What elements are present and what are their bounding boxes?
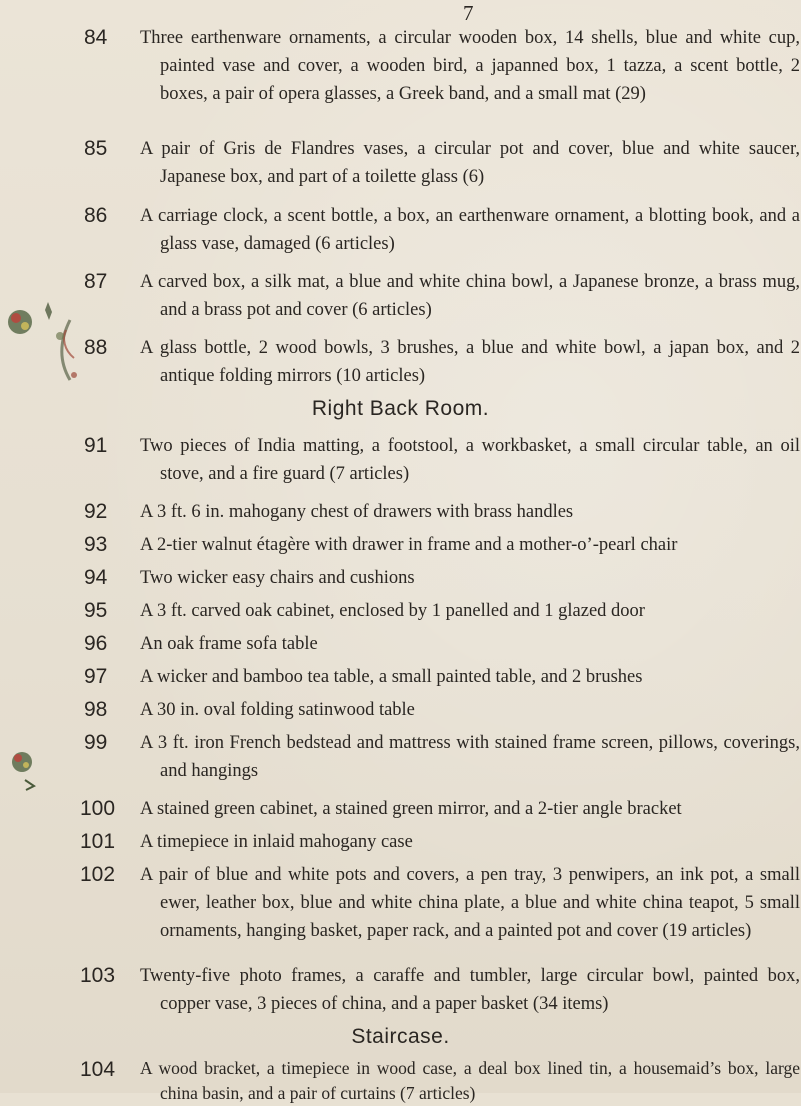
lot-description: Twenty-five photo frames, a caraffe and tumbler, large circular bowl, painted box, copper vase, 3 pieces of china, and a paper basket (34 items) bbox=[140, 966, 800, 1014]
lot-description: A pair of Gris de Flandres vases, a circular pot and cover, blue and white saucer, Japanese box, and part of a toilette glass (6) bbox=[140, 139, 800, 187]
lot-number: 95 bbox=[84, 599, 108, 622]
lot-description: A wicker and bamboo tea table, a small painted table, and 2 brushes bbox=[140, 667, 643, 687]
lot-number: 93 bbox=[84, 533, 108, 556]
lot-number: 86 bbox=[84, 204, 108, 227]
lot-description: A 3 ft. iron French bedstead and mattress with stained frame screen, pillows, coverings, and hangings bbox=[140, 733, 800, 781]
lot-number: 96 bbox=[84, 632, 108, 655]
lot-number: 88 bbox=[84, 336, 108, 359]
lot-description: A carved box, a silk mat, a blue and white china bowl, a Japanese bronze, a brass mug, and a brass pot and cover (6 articles) bbox=[140, 272, 800, 320]
margin-flower-decoration-lower bbox=[0, 740, 80, 820]
lot-description: A timepiece in inlaid mahogany case bbox=[140, 832, 413, 852]
section-heading-right-back-room: Right Back Room. bbox=[311, 397, 490, 420]
page-number: 7 bbox=[463, 1, 474, 25]
margin-flower-decoration bbox=[0, 280, 80, 500]
lot-description: A 3 ft. carved oak cabinet, enclosed by 1 panelled and 1 glazed door bbox=[140, 601, 645, 621]
lot-number: 85 bbox=[84, 137, 108, 160]
lot-number: 102 bbox=[80, 863, 116, 886]
lot-number: 84 bbox=[84, 26, 108, 49]
lot-number: 98 bbox=[84, 698, 108, 721]
lot-number: 104 bbox=[80, 1058, 116, 1081]
lot-description: A stained green cabinet, a stained green mirror, and a 2-tier angle bracket bbox=[140, 799, 682, 819]
lot-number: 91 bbox=[84, 434, 108, 457]
lot-description: A 3 ft. 6 in. mahogany chest of drawers with brass handles bbox=[140, 502, 574, 522]
lot-description: Three earthenware ornaments, a circular wooden box, 14 shells, blue and white cup, painted vase and cover, a wooden bird, a japanned box, 1 tazza, a scent bottle, 2 boxes, a pair of opera glasses, a Greek band, and a small mat (29) bbox=[140, 28, 800, 104]
section-heading-staircase: Staircase. bbox=[351, 1025, 450, 1048]
lot-description: A carriage clock, a scent bottle, a box, an earthenware ornament, a blotting book, and a glass vase, damaged (6 articles) bbox=[140, 206, 800, 254]
lot-description: A wood bracket, a timepiece in wood case, a deal box lined tin, a housemaid’s box, large china basin, and a pair of curtains (7 articles) bbox=[140, 1058, 800, 1103]
lot-description: Two pieces of India matting, a footstool, a workbasket, a small circular table, an oil stove, and a fire guard (7 articles) bbox=[140, 436, 800, 484]
lot-description: An oak frame sofa table bbox=[140, 634, 318, 654]
lot-description: A glass bottle, 2 wood bowls, 3 brushes, a blue and white bowl, a japan box, and 2 antique folding mirrors (10 articles) bbox=[140, 338, 800, 386]
lot-number: 101 bbox=[80, 830, 116, 853]
lot-number: 99 bbox=[84, 731, 108, 754]
lot-description: Two wicker easy chairs and cushions bbox=[140, 568, 415, 588]
lot-number: 100 bbox=[80, 797, 116, 820]
lot-description: A pair of blue and white pots and covers, a pen tray, 3 penwipers, an ink pot, a small ewer, leather box, blue and white china plate, a blue and white china teapot, 5 small ornaments, hanging basket, paper rack, and a painted pot and cover (19 articles) bbox=[140, 865, 800, 941]
lot-description: A 2-tier walnut étagère with drawer in frame and a mother-o’-pearl chair bbox=[140, 535, 678, 555]
lot-description: A 30 in. oval folding satinwood table bbox=[140, 700, 415, 720]
lot-number: 97 bbox=[84, 665, 108, 688]
lot-number: 87 bbox=[84, 270, 108, 293]
lot-number: 103 bbox=[80, 964, 116, 987]
flower-top-icon bbox=[8, 310, 32, 334]
lot-number: 92 bbox=[84, 500, 108, 523]
flower-bottom-icon bbox=[12, 752, 34, 790]
lot-number: 94 bbox=[84, 566, 108, 589]
